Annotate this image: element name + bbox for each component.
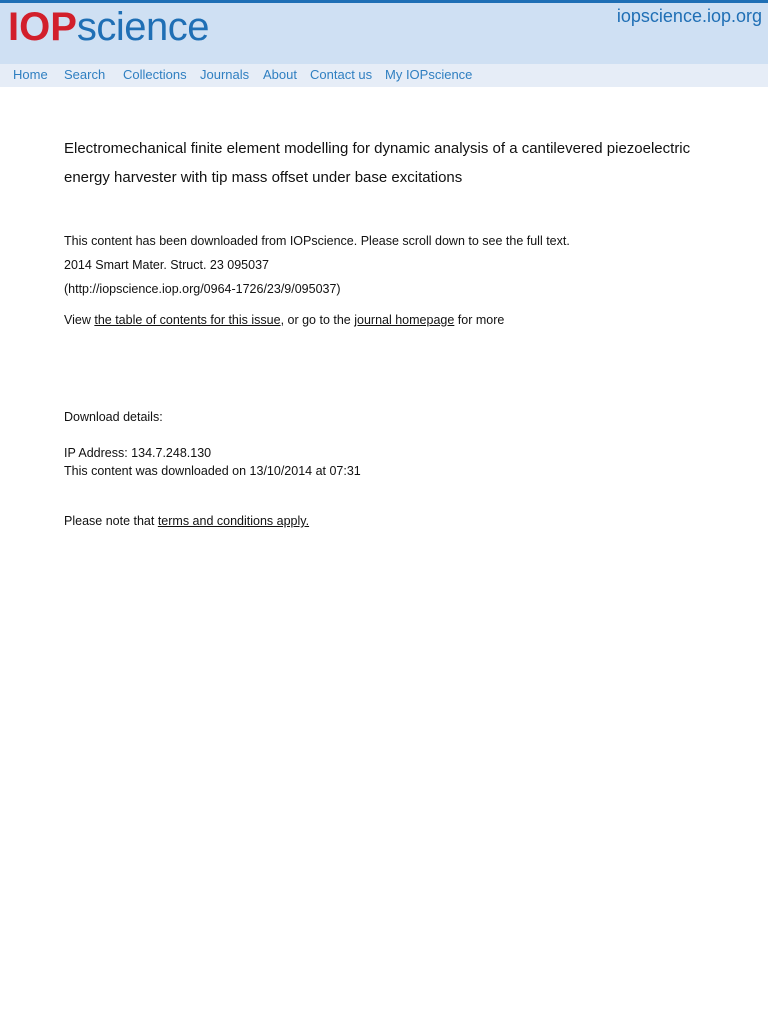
ip-address: IP Address: 134.7.248.130 — [64, 446, 212, 460]
article-url: (http://iopscience.iop.org/0964-1726/23/9/095037) — [64, 282, 341, 296]
terms-note — [64, 513, 309, 529]
article-title: Electromechanical finite element modelling for dynamic analysis of a cantilevered piezoelectric energy harvester with tip mass offset under base excitations — [64, 140, 691, 186]
site-url[interactable]: iopscience.iop.org — [616, 6, 762, 26]
site-header — [0, 0, 768, 64]
nav-search[interactable]: Search — [64, 67, 106, 82]
logo-science-text: science — [76, 5, 210, 49]
logo-iop-text: IOP — [8, 5, 77, 49]
nav-home[interactable]: Home — [13, 67, 48, 82]
view-suffix: for more — [454, 313, 505, 327]
terms-link[interactable]: terms and conditions apply. — [157, 514, 310, 528]
view-prefix: View — [64, 313, 95, 327]
main-nav — [0, 64, 768, 87]
download-notice: This content has been downloaded from IOPscience. Please scroll down to see the full text. — [64, 234, 570, 248]
journal-homepage-link[interactable]: journal homepage — [354, 313, 455, 327]
view-line — [64, 312, 504, 328]
nav-my-iopscience[interactable]: My IOPscience — [385, 67, 473, 82]
nav-collections[interactable]: Collections — [123, 67, 187, 82]
toc-link[interactable]: the table of contents for this issue — [94, 313, 281, 327]
download-date: This content was downloaded on 13/10/2014 at 07:31 — [64, 464, 361, 478]
view-middle: , or go to the — [280, 313, 355, 327]
citation: 2014 Smart Mater. Struct. 23 095037 — [64, 258, 269, 272]
download-details-heading: Download details: — [64, 410, 163, 424]
nav-about[interactable]: About — [263, 67, 297, 82]
note-prefix: Please note that — [64, 514, 158, 528]
nav-contact-us[interactable]: Contact us — [310, 67, 373, 82]
nav-journals[interactable]: Journals — [200, 67, 250, 82]
iopscience-logo[interactable] — [8, 5, 209, 49]
